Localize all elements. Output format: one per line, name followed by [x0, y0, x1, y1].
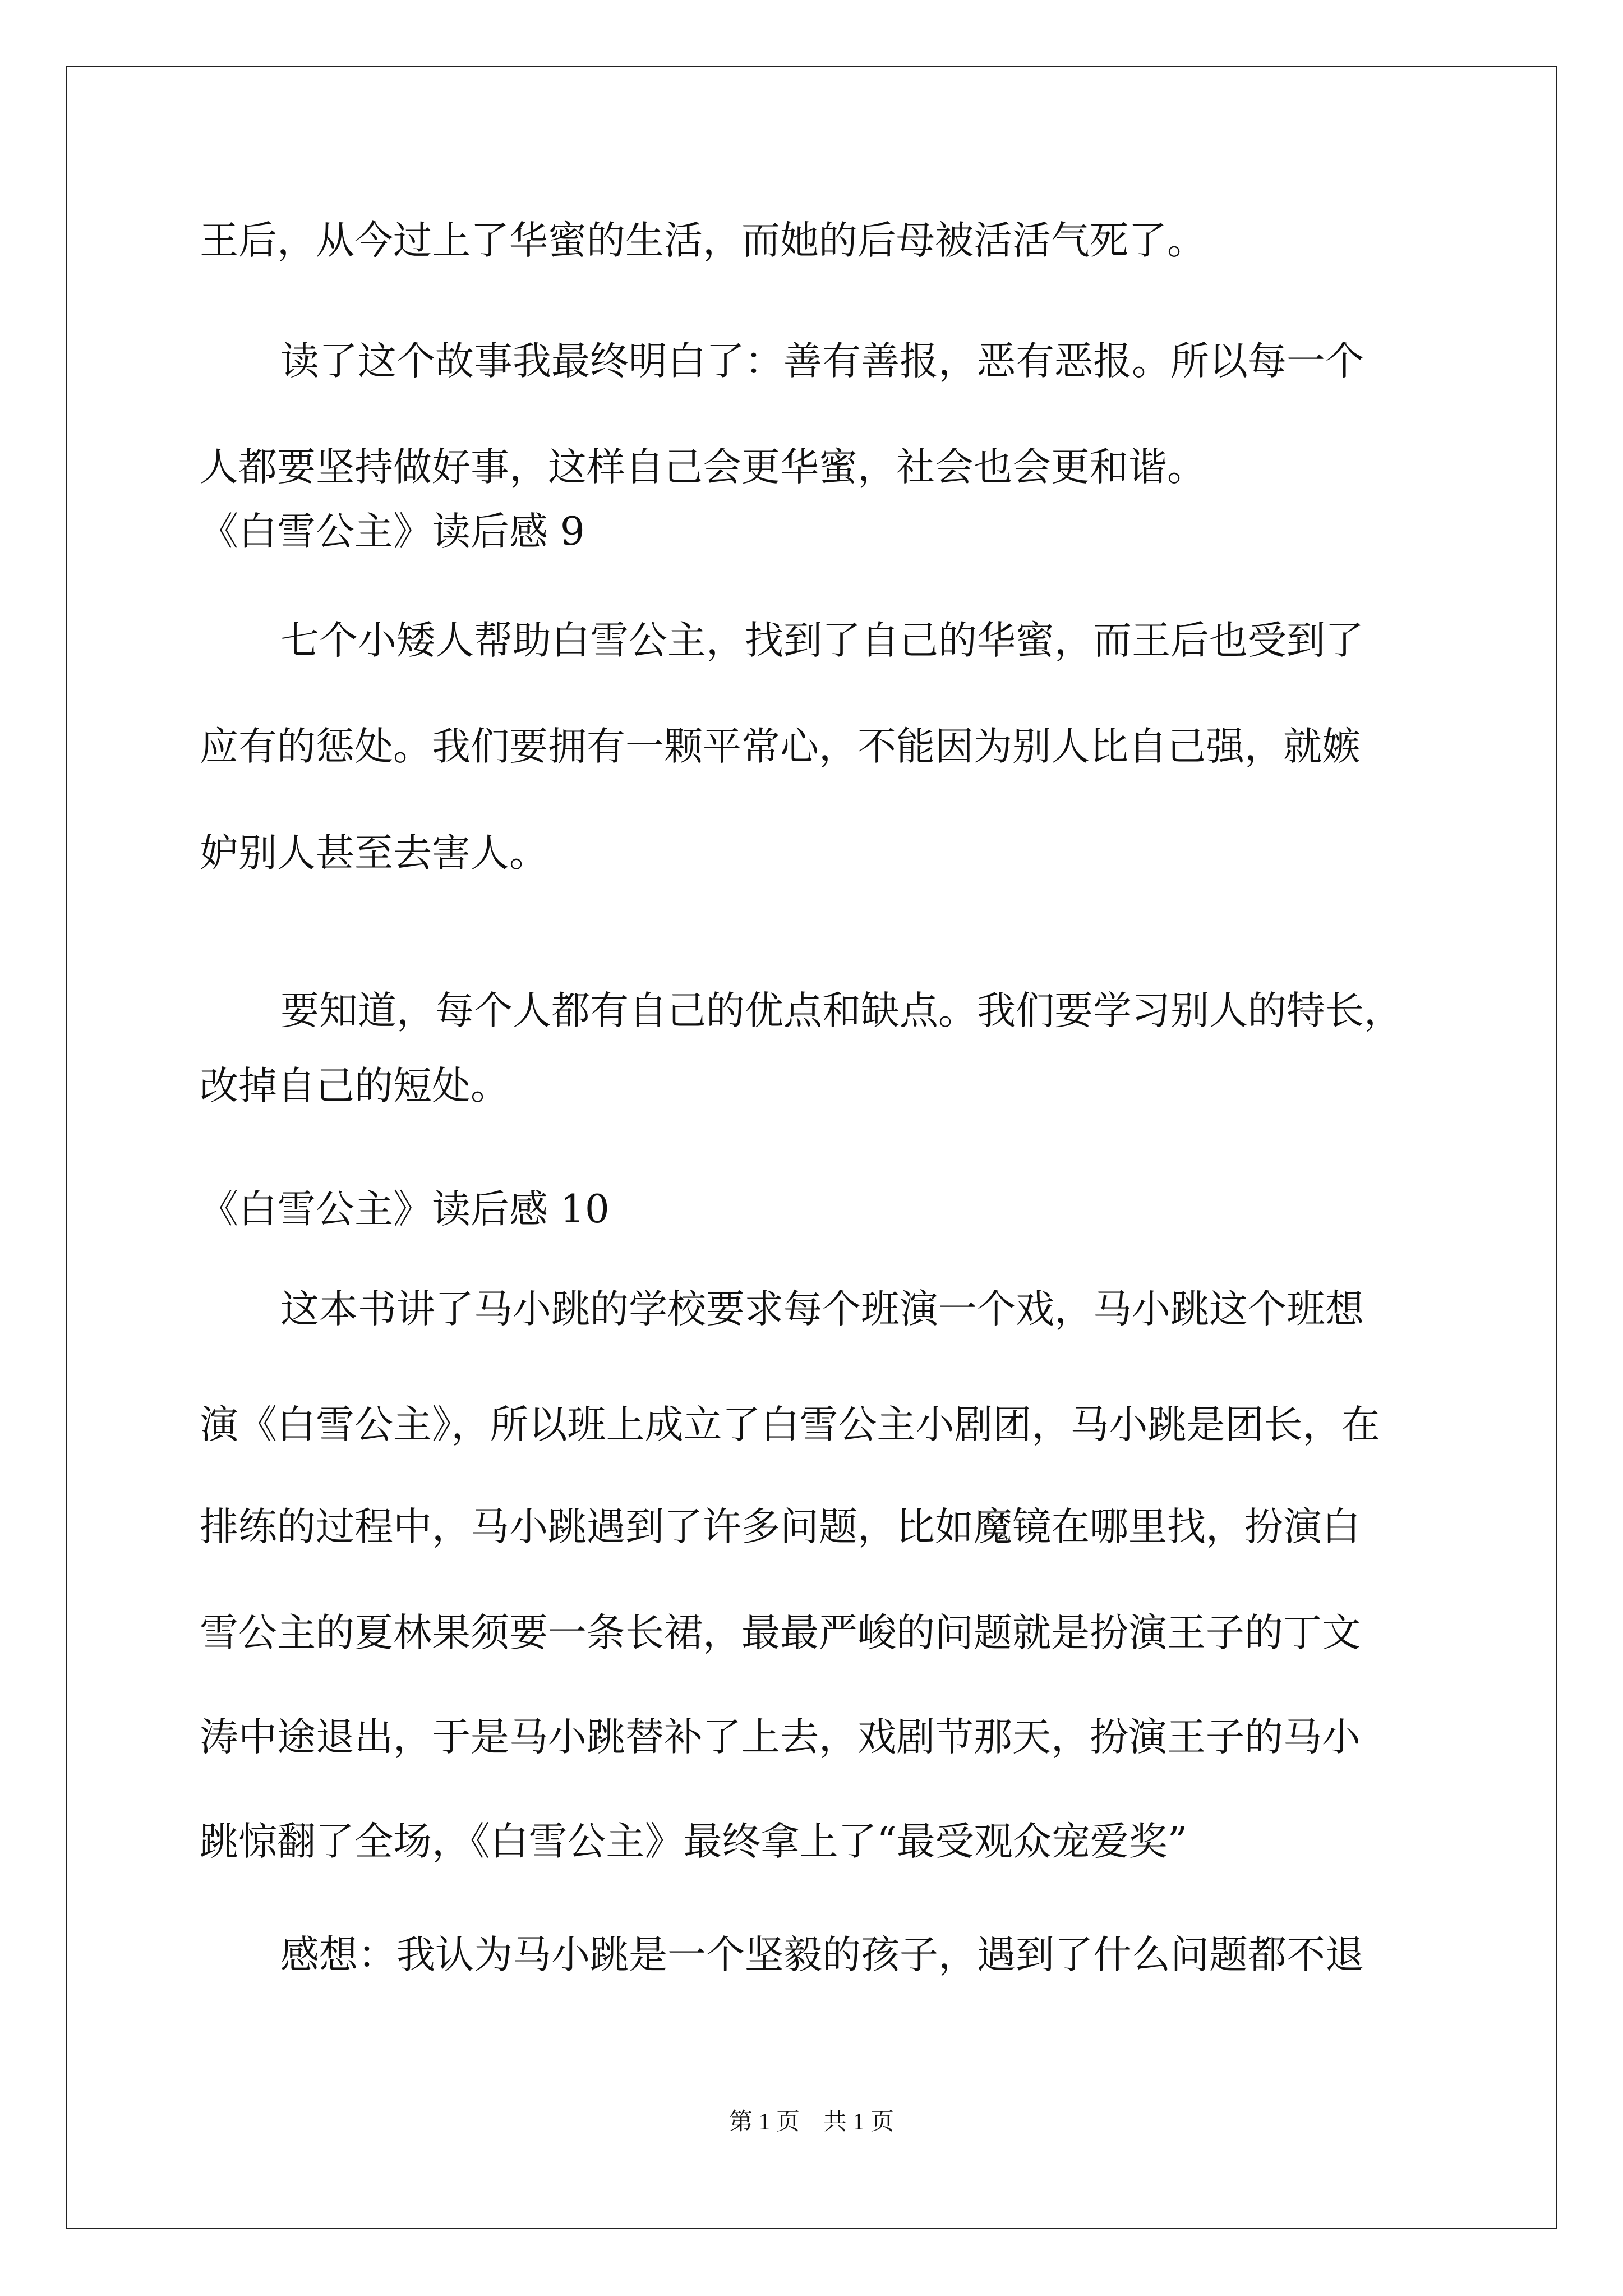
paragraph-line: 涛中途退出，于是马小跳替补了上去，戏剧节那天，扮演王子的马小 [200, 1715, 1361, 1760]
paragraph-line: 王后，从今过上了华蜜的生活，而她的后母被活活气死了。 [200, 218, 1206, 263]
paragraph-line: 要知道，每个人都有自己的优点和缺点。我们要学习别人的特长， [280, 988, 1403, 1033]
paragraph-line: 改掉自己的短处。 [200, 1064, 509, 1108]
paragraph-line: 演《白雪公主》，所以班上成立了白雪公主小剧团，马小跳是团长，在 [200, 1402, 1380, 1447]
paragraph-line: 这本书讲了马小跳的学校要求每个班演一个戏，马小跳这个班想 [280, 1287, 1364, 1332]
section-heading: 《白雪公主》读后感 9 [200, 509, 585, 554]
paragraph-line: 读了这个故事我最终明白了：善有善报，恶有恶报。所以每一个 [280, 339, 1364, 384]
paragraph-line: 七个小矮人帮助白雪公主，找到了自己的华蜜，而王后也受到了 [280, 618, 1364, 663]
paragraph-line: 应有的惩处。我们要拥有一颗平常心，不能因为别人比自己强，就嫉 [200, 724, 1361, 769]
paragraph-line: 跳惊翻了全场，《白雪公主》最终拿上了“最受观众宠爱奖” [200, 1819, 1188, 1864]
paragraph-line: 人都要坚持做好事，这样自己会更华蜜，社会也会更和谐。 [200, 445, 1206, 490]
paragraph-line: 排练的过程中，马小跳遇到了许多问题，比如魔镜在哪里找，扮演白 [200, 1504, 1361, 1549]
paragraph-line: 妒别人甚至去害人。 [200, 831, 548, 876]
paragraph-line: 感想：我认为马小跳是一个坚毅的孩子，遇到了什么问题都不退 [280, 1932, 1364, 1977]
page-border [66, 66, 1557, 2229]
paragraph-line: 雪公主的夏林果须要一条长裙，最最严峻的问题就是扮演王子的丁文 [200, 1611, 1361, 1655]
section-heading: 《白雪公主》读后感 10 [200, 1187, 610, 1232]
page-number: 第 1 页 共 1 页 [728, 2109, 894, 2135]
